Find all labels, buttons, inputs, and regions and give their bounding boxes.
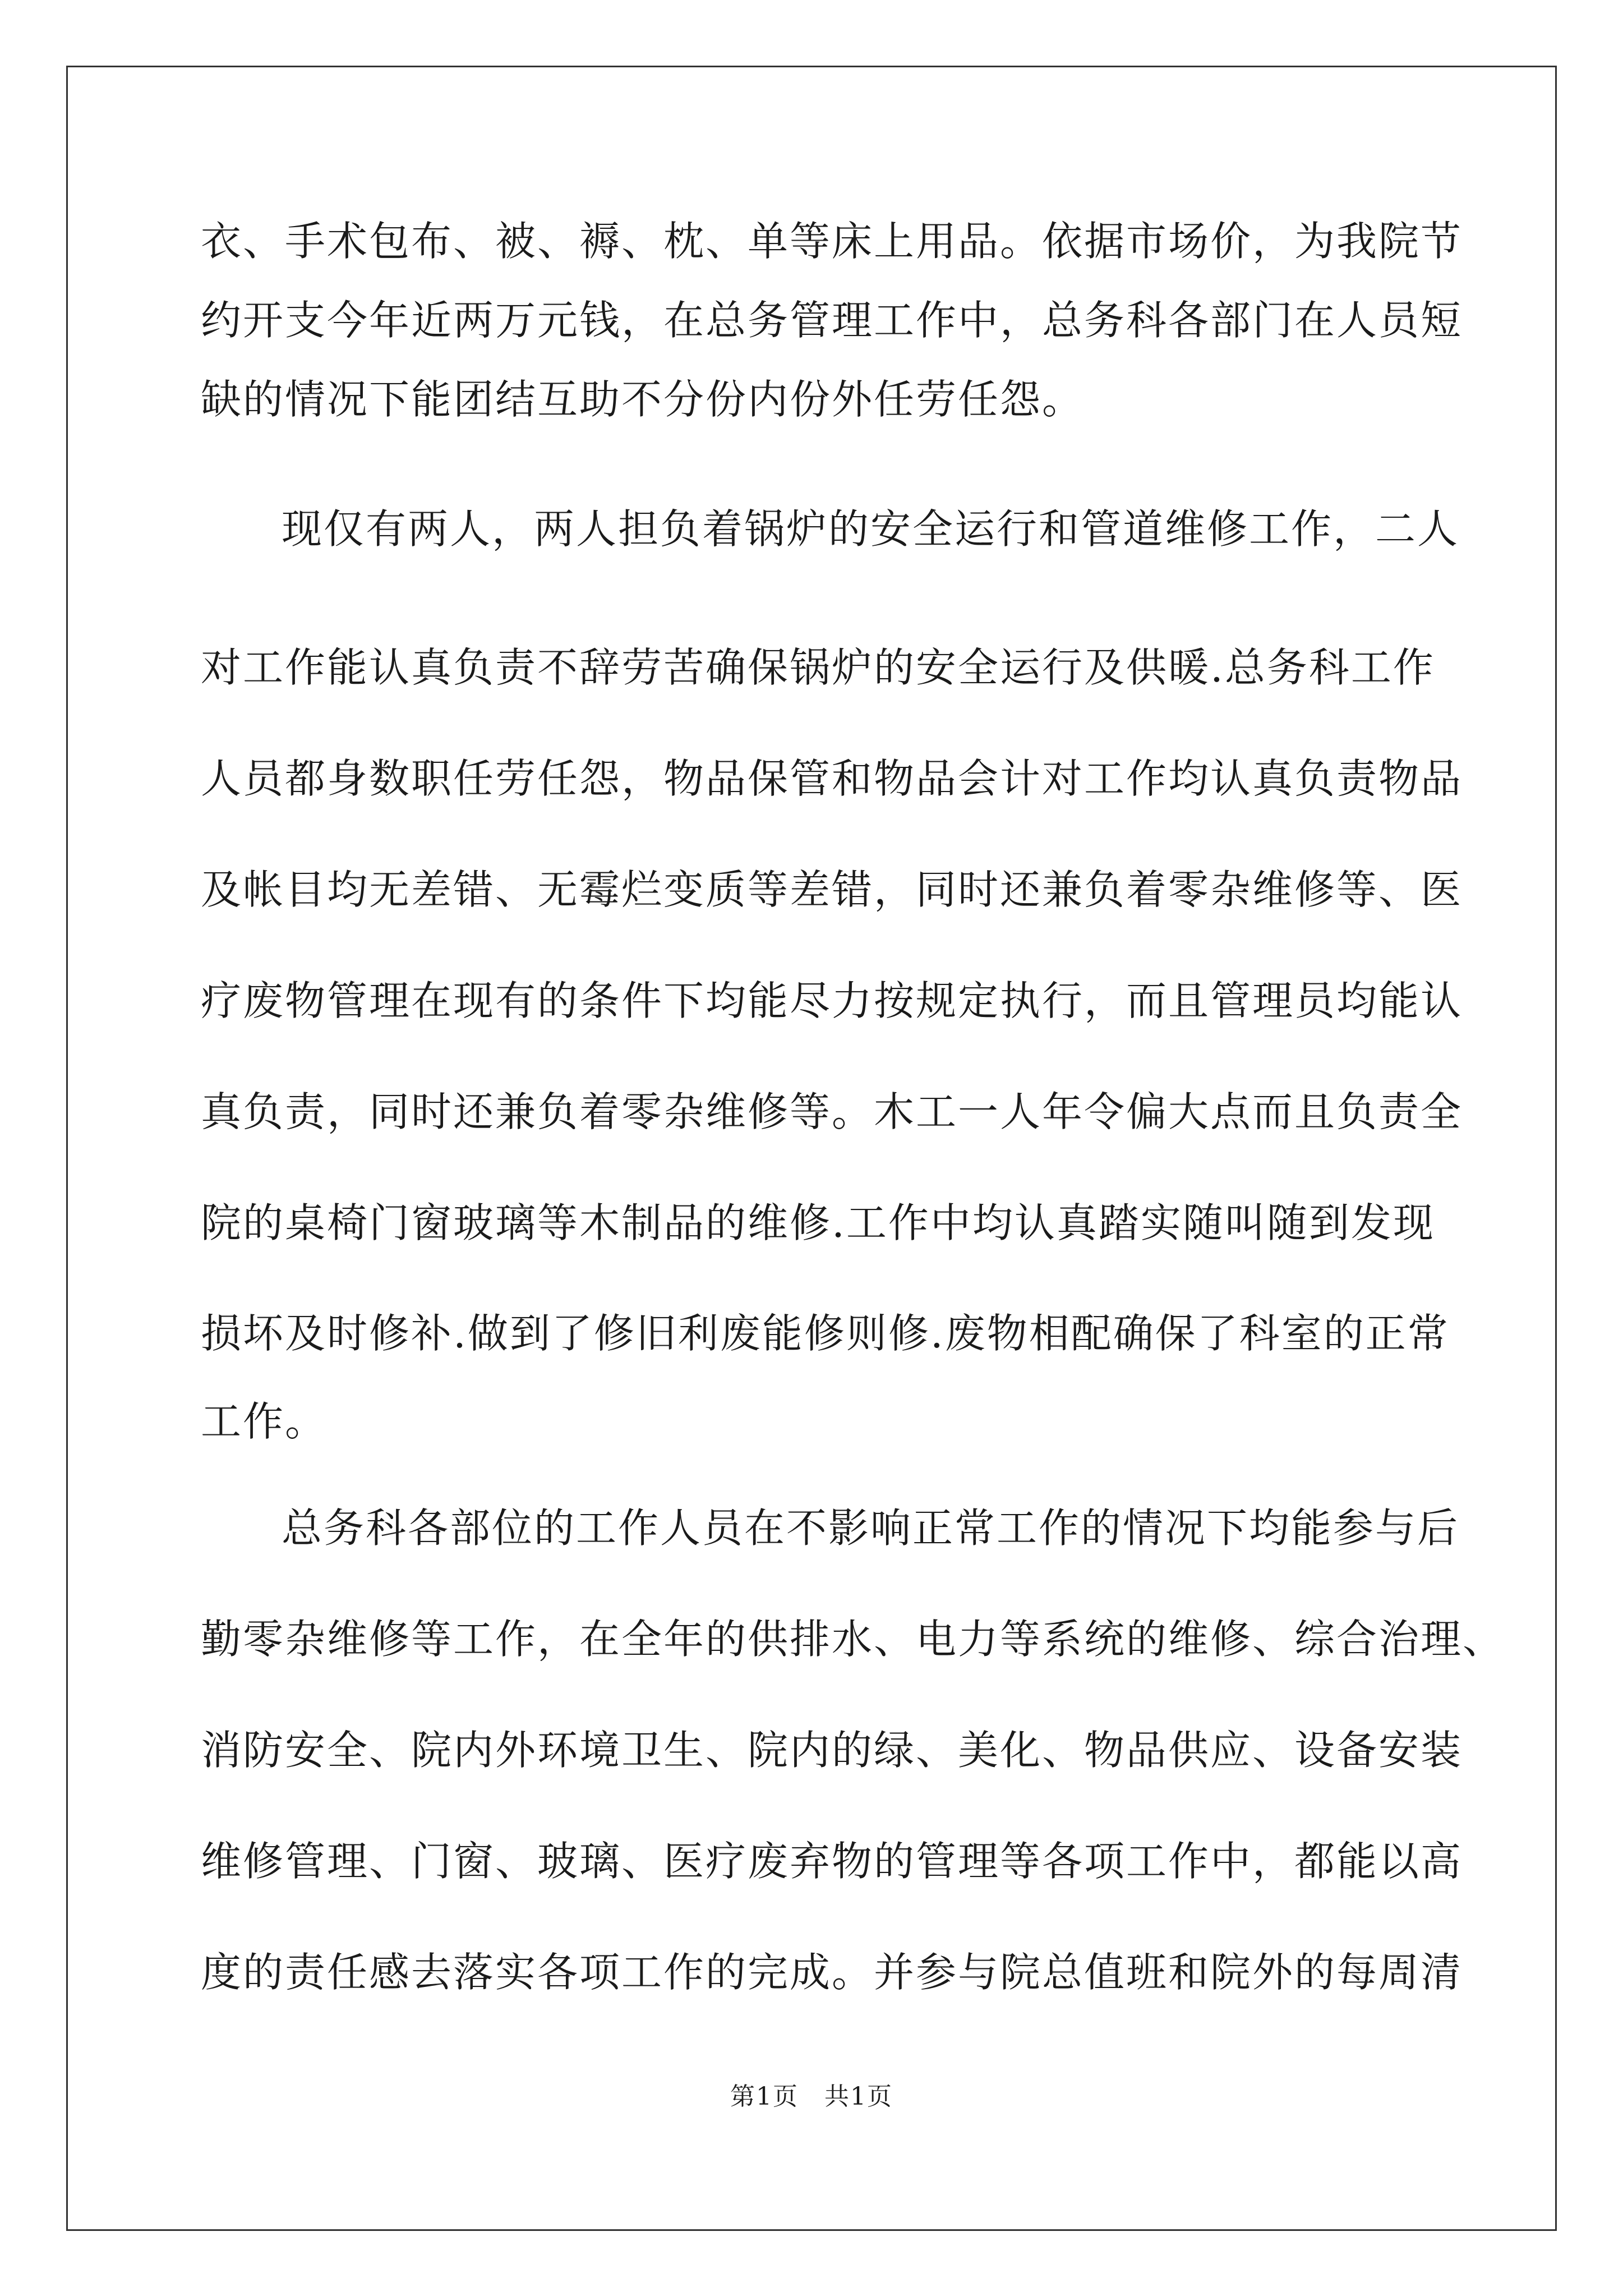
paragraph-first-line: 现仅有两人，两人担负着锅炉的安全运行和管道维修工作，二人 bbox=[282, 505, 1460, 553]
text-line: 疗废物管理在现有的条件下均能尽力按规定执行，而且管理员均能认 bbox=[201, 977, 1463, 1024]
text-line: 真负责，同时还兼负着零杂维修等。木工一人年令偏大点而且负责全 bbox=[201, 1088, 1463, 1135]
text-line: 维修管理、门窗、玻璃、医疗废弃物的管理等各项工作中，都能以高 bbox=[201, 1838, 1463, 1885]
text-line: 缺的情况下能团结互助不分份内份外任劳任怨。 bbox=[201, 376, 1085, 423]
text-line: 衣、手术包布、被、褥、枕、单等床上用品。依据市场价，为我院节 bbox=[201, 218, 1463, 265]
text-line: 院的桌椅门窗玻璃等木制品的维修.工作中均认真踏实随叫随到发现 bbox=[201, 1199, 1435, 1246]
text-line: 损坏及时修补.做到了修旧利废能修则修.废物相配确保了科室的正常 bbox=[201, 1310, 1450, 1357]
text-line: 勤零杂维修等工作，在全年的供排水、电力等系统的维修、综合治理、 bbox=[201, 1616, 1505, 1663]
page-number-footer: 第1页 共1页 bbox=[730, 2082, 893, 2111]
text-line: 消防安全、院内外环境卫生、院内的绿、美化、物品供应、设备安装 bbox=[201, 1727, 1463, 1774]
text-line: 人员都身数职任劳任怨，物品保管和物品会计对工作均认真负责物品 bbox=[201, 755, 1463, 802]
paragraph-first-line: 总务科各部位的工作人员在不影响正常工作的情况下均能参与后 bbox=[282, 1504, 1460, 1552]
text-line: 度的责任感去落实各项工作的完成。并参与院总值班和院外的每周清 bbox=[201, 1949, 1463, 1996]
text-line: 约开支今年近两万元钱，在总务管理工作中，总务科各部门在人员短 bbox=[201, 297, 1463, 344]
text-line: 及帐目均无差错、无霉烂变质等差错，同时还兼负着零杂维修等、医 bbox=[201, 866, 1463, 913]
text-line: 工作。 bbox=[201, 1398, 328, 1445]
text-line: 对工作能认真负责不辞劳苦确保锅炉的安全运行及供暖.总务科工作 bbox=[201, 644, 1435, 691]
